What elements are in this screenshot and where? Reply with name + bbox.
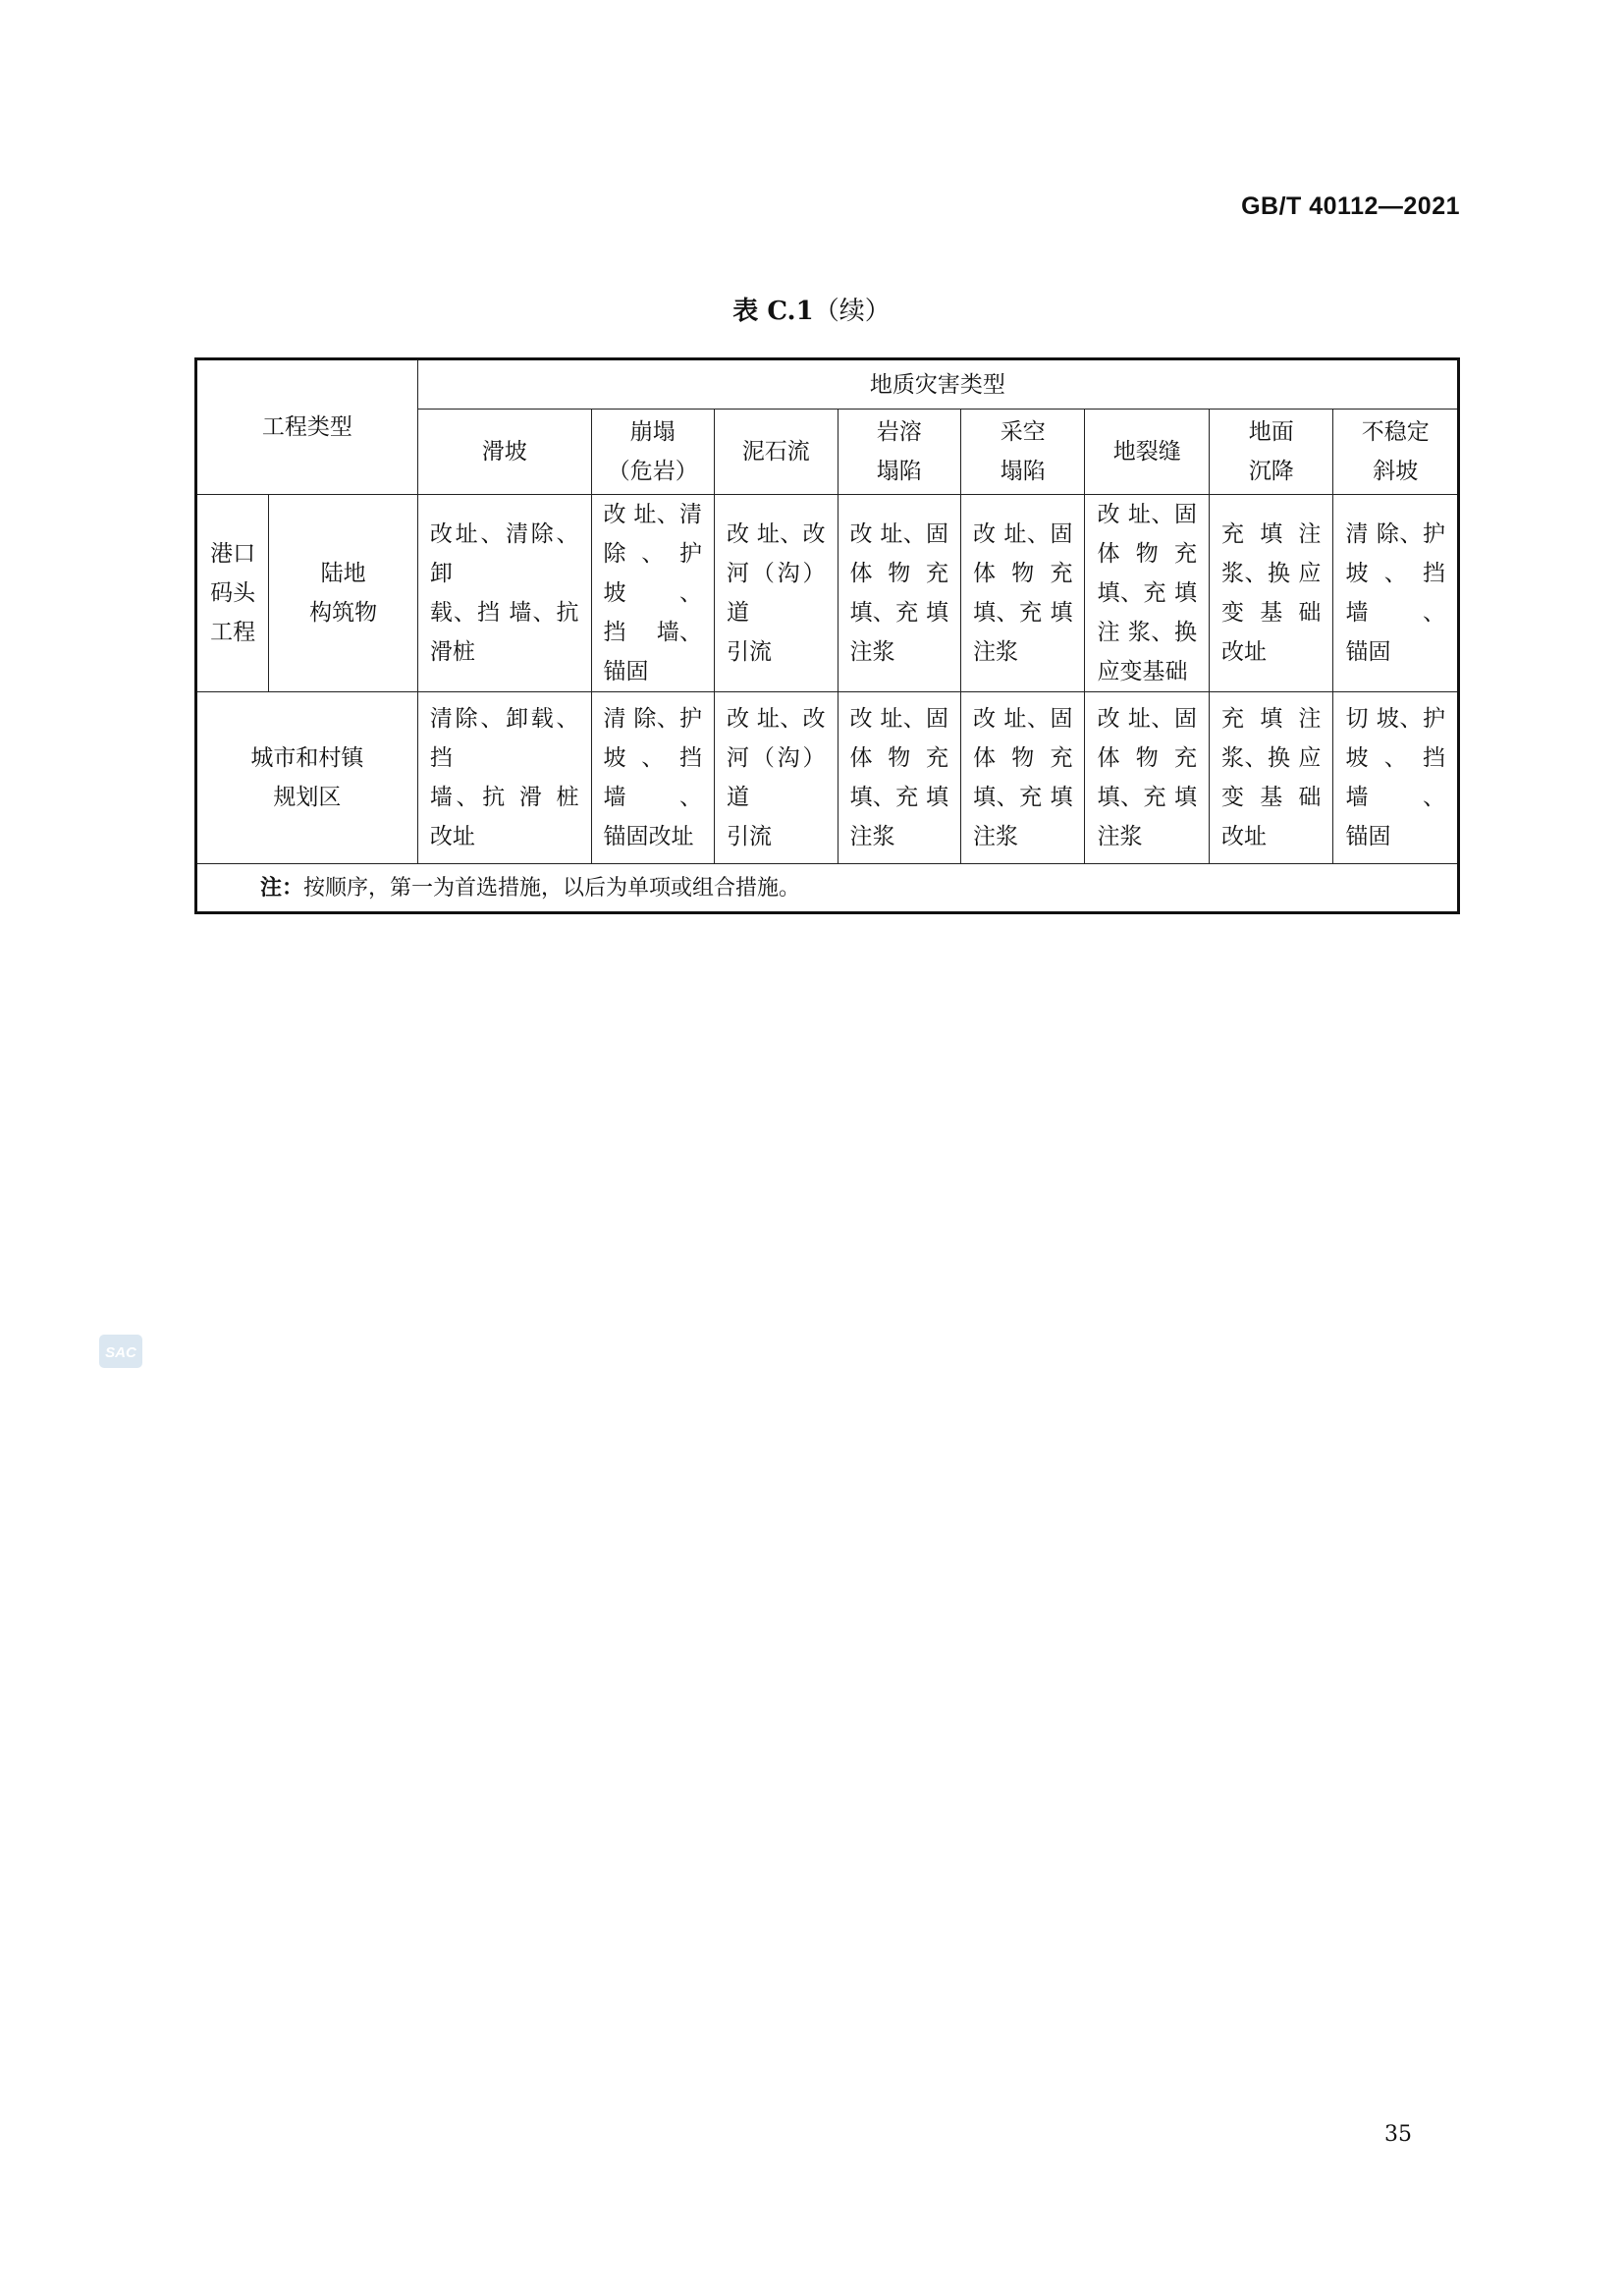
measure-cell	[838, 495, 960, 692]
cell-line: 应变基础	[1097, 659, 1188, 684]
measure-cell	[1333, 495, 1459, 692]
cell-line: 坡、挡墙、	[1345, 745, 1445, 810]
cell-line: 变 基 础	[1220, 785, 1322, 810]
svg-text:SAC: SAC	[105, 1344, 136, 1361]
measure-cell	[715, 692, 838, 864]
measure-cell	[591, 692, 714, 864]
cell-line: 变 基 础	[1220, 600, 1322, 626]
measures-table	[194, 357, 1460, 914]
cell-line: 填、充 填	[972, 600, 1073, 626]
cell-line: 陆地	[320, 561, 366, 586]
cell-line: 改 址、清	[603, 502, 703, 527]
cell-line: 清 除、护	[603, 706, 703, 732]
measure-cell	[591, 495, 714, 692]
measure-cell	[960, 692, 1084, 864]
cell-line: 体 物 充	[972, 745, 1073, 771]
cell-line: 码头	[210, 580, 256, 606]
cell-line: 斜坡	[1373, 459, 1419, 484]
cell-line: 不稳定	[1361, 419, 1430, 445]
cell-line: 构筑物	[309, 600, 378, 626]
cell-line: 塌陷	[876, 459, 922, 484]
cell-line: 体 物 充	[1097, 745, 1197, 771]
hazard-column-header	[417, 410, 591, 495]
measure-cell	[1085, 692, 1209, 864]
cell-line: 墙、抗 滑 桩	[429, 785, 579, 810]
cell-line: 注浆	[849, 639, 895, 665]
cell-line: 填、充 填	[849, 600, 948, 626]
measure-cell	[1209, 692, 1332, 864]
cell-line: 锚固改址	[603, 824, 694, 849]
cell-line: 滑坡	[481, 439, 527, 465]
measure-cell	[1085, 495, 1209, 692]
table-note	[196, 864, 1459, 913]
hazard-column-header	[591, 410, 714, 495]
measure-cell	[1209, 495, 1332, 692]
hazard-column-header	[1085, 410, 1209, 495]
cell-line: 体 物 充	[972, 561, 1073, 586]
row-category	[196, 495, 269, 692]
table-title-suffix: （续）	[813, 297, 891, 326]
cell-line: 引流	[727, 824, 773, 849]
cell-line: 填、充 填	[849, 785, 948, 810]
cell-line: 填、充 填	[1097, 785, 1197, 810]
row-category	[196, 692, 418, 864]
measure-cell	[960, 495, 1084, 692]
cell-line: 锚固	[1345, 824, 1391, 849]
measure-cell	[715, 495, 838, 692]
cell-line: 浆、换 应	[1220, 745, 1322, 771]
cell-line: 地面	[1248, 419, 1294, 445]
measure-cell	[838, 692, 960, 864]
cell-line: 锚固	[1345, 639, 1391, 665]
standard-code: GB/T 40112—2021	[1241, 192, 1460, 220]
cell-line: 坡、挡墙、	[1345, 561, 1445, 626]
hazard-type-header: 地质灾害类型	[417, 359, 1458, 410]
cell-line: 岩溶	[876, 419, 922, 445]
cell-line: 注 浆、换	[1097, 620, 1197, 645]
cell-line: 除、护坡、	[603, 541, 703, 606]
cell-line: 改 址、改	[727, 521, 826, 547]
cell-line: 城市和村镇	[250, 745, 364, 771]
cell-line: 改 址、固	[849, 521, 948, 547]
cell-line: 锚固	[603, 659, 649, 684]
cell-line: 改 址、固	[1097, 706, 1197, 732]
sac-logo	[98, 1331, 143, 1372]
measure-cell	[417, 692, 591, 864]
hazard-column-header	[1333, 410, 1459, 495]
hazard-column-header	[838, 410, 960, 495]
cell-line: 注浆	[849, 824, 895, 849]
cell-line: 崩塌	[629, 419, 676, 445]
cell-line: 改址、清除、卸	[429, 521, 579, 586]
cell-line: 河（沟）道	[727, 745, 826, 810]
table-title	[0, 291, 1623, 327]
cell-line: 采空	[1000, 419, 1046, 445]
cell-line: 体 物 充	[849, 561, 948, 586]
cell-line: 港口	[210, 541, 256, 567]
cell-line: 坡、挡墙、	[603, 745, 703, 810]
cell-line: 河（沟）道	[727, 561, 826, 626]
cell-line: 泥石流	[741, 439, 810, 465]
cell-line: 清除、卸载、挡	[429, 706, 579, 771]
cell-line: 填、充 填	[972, 785, 1073, 810]
hazard-column-header	[960, 410, 1084, 495]
cell-line: 沉降	[1248, 459, 1294, 484]
cell-line: 浆、换 应	[1220, 561, 1322, 586]
cell-line: （危岩）	[607, 459, 698, 484]
cell-line: 挡 墙、	[603, 620, 703, 645]
cell-line: 地裂缝	[1112, 439, 1181, 465]
page-number: 35	[1384, 2122, 1412, 2147]
cell-line: 体 物 充	[1097, 541, 1197, 567]
cell-line: 体 物 充	[849, 745, 948, 771]
cell-line: 注浆	[972, 639, 1018, 665]
cell-line: 引流	[727, 639, 773, 665]
cell-line: 改 址、固	[849, 706, 948, 732]
project-type-header: 工程类型	[196, 359, 418, 495]
cell-line: 改 址、固	[972, 521, 1073, 547]
hazard-column-header	[715, 410, 838, 495]
note-text: 按顺序，第一为首选措施，以后为单项或组合措施。	[303, 875, 801, 901]
cell-line: 载、挡 墙、抗	[429, 600, 579, 626]
cell-line: 改址	[429, 824, 475, 849]
cell-line: 滑桩	[429, 639, 475, 665]
cell-line: 塌陷	[1000, 459, 1046, 484]
table-row	[196, 495, 1459, 692]
cell-line: 改址	[1220, 824, 1267, 849]
cell-line: 填、充 填	[1097, 580, 1197, 606]
cell-line: 切 坡、护	[1345, 706, 1445, 732]
measure-cell	[417, 495, 591, 692]
table-title-prefix: 表 C.1	[732, 297, 814, 326]
cell-line: 充 填 注	[1220, 706, 1322, 732]
note-label: 注：	[260, 874, 304, 901]
cell-line: 清 除、护	[1345, 521, 1445, 547]
cell-line: 改址	[1220, 639, 1267, 665]
cell-line: 规划区	[273, 785, 342, 810]
cell-line: 改 址、固	[1097, 502, 1197, 527]
row-subcategory	[269, 495, 418, 692]
hazard-column-header	[1209, 410, 1332, 495]
table-row	[196, 692, 1459, 864]
cell-line: 注浆	[1097, 824, 1143, 849]
measure-cell	[1333, 692, 1459, 864]
cell-line: 注浆	[972, 824, 1018, 849]
cell-line: 改 址、改	[727, 706, 826, 732]
cell-line: 充 填 注	[1220, 521, 1322, 547]
cell-line: 工程	[210, 620, 256, 645]
cell-line: 改 址、固	[972, 706, 1073, 732]
